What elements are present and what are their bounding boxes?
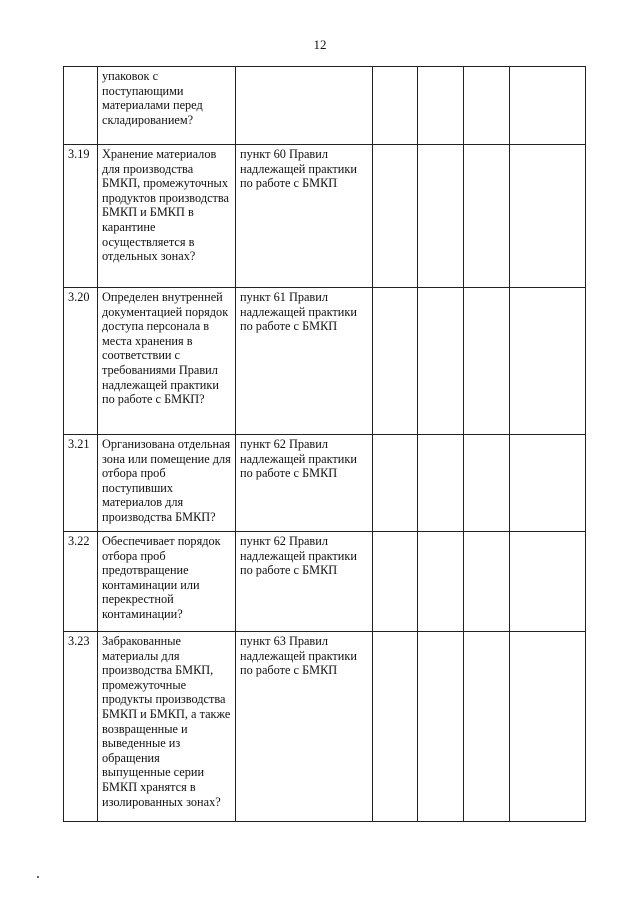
item-number: 3.19: [64, 145, 98, 288]
scan-speck: [37, 876, 39, 878]
item-number: [64, 67, 98, 145]
answer-cell: [373, 532, 418, 632]
notes-cell: [510, 632, 586, 822]
item-number: 3.21: [64, 435, 98, 532]
legal-reference: пункт 63 Правил надлежащей практики по работе с БМКП: [236, 632, 373, 822]
answer-cell: [464, 532, 510, 632]
checklist-table: [63, 66, 586, 822]
legal-reference: [236, 67, 373, 145]
legal-reference: пункт 62 Правил надлежащей практики по работе с БМКП: [236, 435, 373, 532]
item-number: 3.20: [64, 288, 98, 435]
legal-reference: пункт 62 Правил надлежащей практики по работе с БМКП: [236, 532, 373, 632]
answer-cell: [373, 145, 418, 288]
requirement-question: Хранение материалов для производства БМКП, промежуточных продуктов производства БМКП и БМКП в карантине осуществляется в отдельных зонах?: [98, 145, 236, 288]
table-row: [64, 145, 586, 288]
notes-cell: [510, 532, 586, 632]
table-row: [64, 632, 586, 822]
legal-reference: пункт 60 Правил надлежащей практики по работе с БМКП: [236, 145, 373, 288]
answer-cell: [418, 67, 464, 145]
item-number: 3.23: [64, 632, 98, 822]
answer-cell: [464, 288, 510, 435]
item-number: 3.22: [64, 532, 98, 632]
answer-cell: [418, 632, 464, 822]
table-row: [64, 435, 586, 532]
answer-cell: [373, 435, 418, 532]
answer-cell: [418, 145, 464, 288]
answer-cell: [373, 288, 418, 435]
answer-cell: [464, 145, 510, 288]
notes-cell: [510, 288, 586, 435]
answer-cell: [418, 288, 464, 435]
requirement-question: Обеспечивает порядок отбора проб предотвращение контаминации или перекрестной контаминации?: [98, 532, 236, 632]
answer-cell: [373, 632, 418, 822]
answer-cell: [464, 435, 510, 532]
table-row: [64, 288, 586, 435]
table-row: [64, 532, 586, 632]
answer-cell: [464, 632, 510, 822]
requirement-question: Забракованные материалы для производства БМКП, промежуточные продукты производства БМКП и БМКП, а также возвращенные и выведенные из обращения выпущенные серии БМКП хранятся в изолированных зонах?: [98, 632, 236, 822]
legal-reference: пункт 61 Правил надлежащей практики по работе с БМКП: [236, 288, 373, 435]
answer-cell: [418, 532, 464, 632]
answer-cell: [373, 67, 418, 145]
table-row: [64, 67, 586, 145]
requirement-question: упаковок с поступающими материалами перед складированием?: [98, 67, 236, 145]
requirement-question: Определен внутренней документацией порядок доступа персонала в места хранения в соответствии с требованиями Правил надлежащей практики по работе с БМКП?: [98, 288, 236, 435]
page-number: 12: [313, 37, 327, 52]
answer-cell: [464, 67, 510, 145]
answer-cell: [418, 435, 464, 532]
notes-cell: [510, 145, 586, 288]
notes-cell: [510, 67, 586, 145]
notes-cell: [510, 435, 586, 532]
requirement-question: Организована отдельная зона или помещение для отбора проб поступивших материалов для производства БМКП?: [98, 435, 236, 532]
